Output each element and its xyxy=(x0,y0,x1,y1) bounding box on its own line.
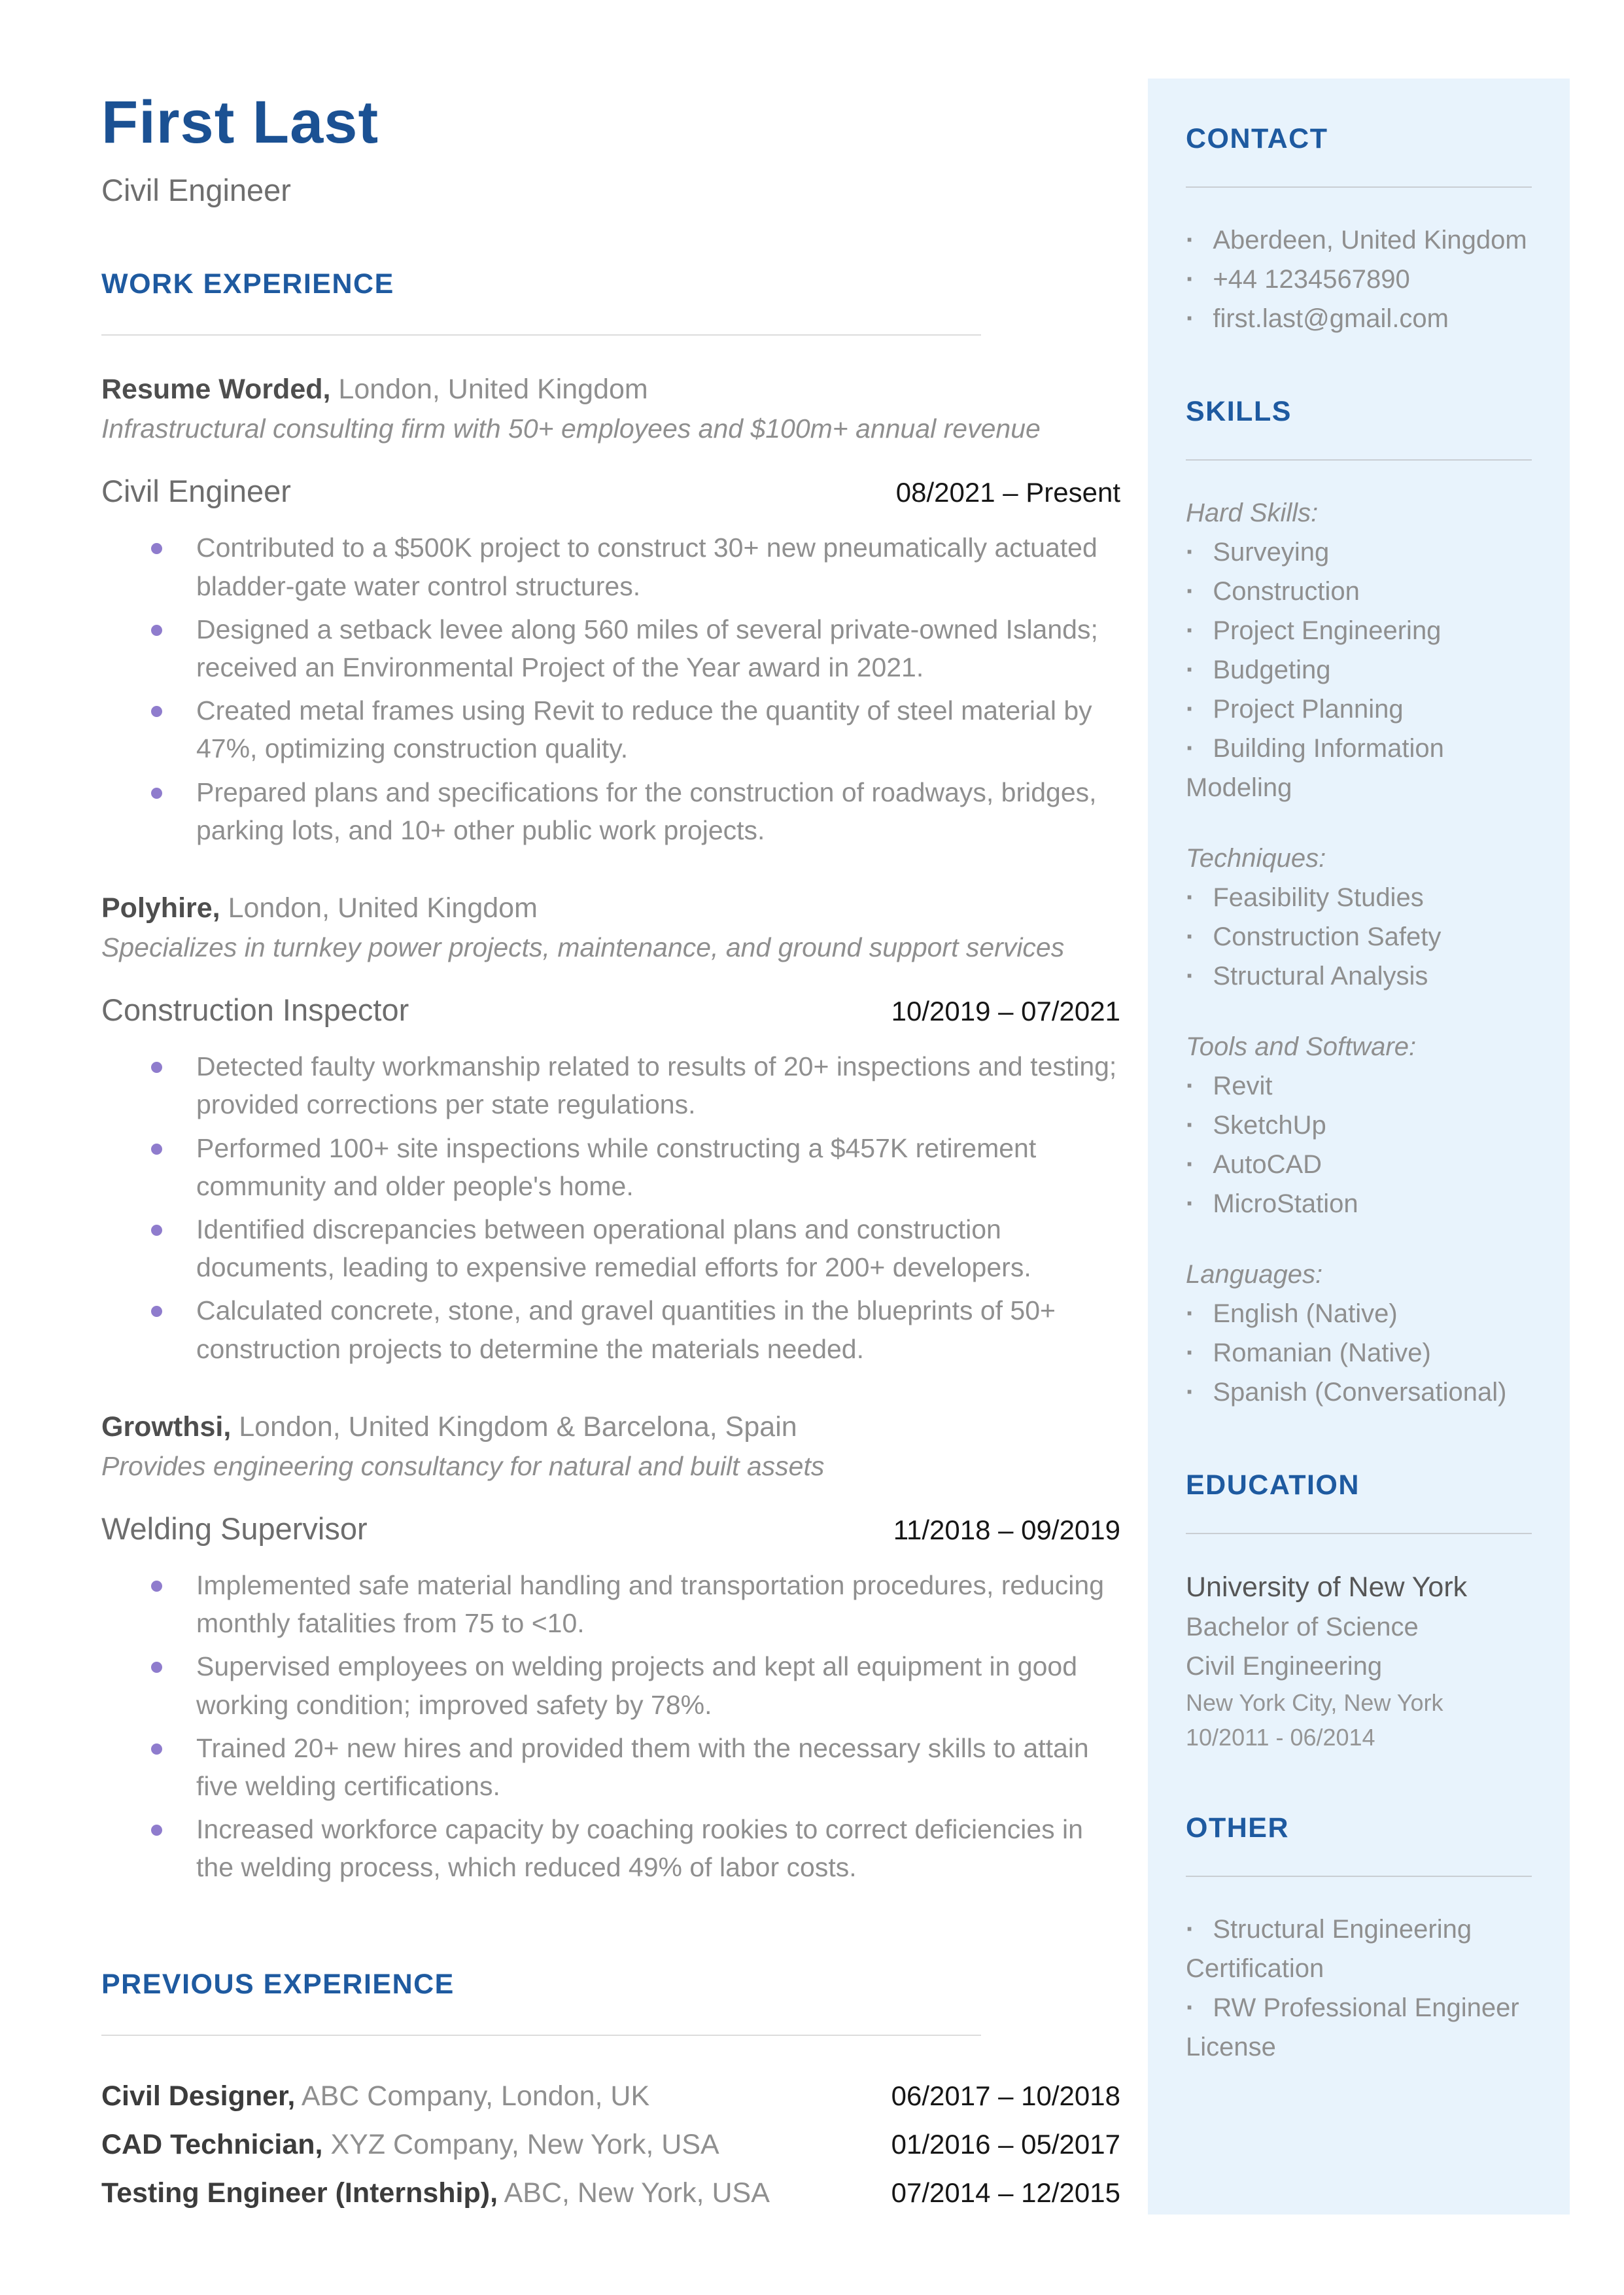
other-item: · Structural Engineering Certification xyxy=(1186,1910,1532,1988)
sidebar xyxy=(1148,79,1570,2215)
skill-group-label: Techniques: xyxy=(1186,844,1326,873)
section-title-contact: CONTACT xyxy=(1186,123,1328,154)
company-line xyxy=(101,892,1120,924)
section-title-previous-experience: PREVIOUS EXPERIENCE xyxy=(101,1968,455,2000)
job-dates: 10/2019 – 07/2021 xyxy=(891,996,1120,1027)
bullet-item: Increased workforce capacity by coaching rookies to correct deficiencies in the welding process, which reduced 49% of labor costs. xyxy=(101,1810,1120,1886)
sidebar-divider xyxy=(1186,186,1532,188)
job-dates: 08/2021 – Present xyxy=(895,477,1120,508)
company-line xyxy=(101,1411,1120,1443)
skill-item: · Building Information Modeling xyxy=(1186,729,1532,807)
skill-item: · Revit xyxy=(1186,1066,1532,1106)
contact-item-location: · Aberdeen, United Kingdom xyxy=(1186,220,1532,260)
job-role: Welding Supervisor xyxy=(101,1511,368,1546)
school-location: New York City, New York xyxy=(1186,1689,1443,1717)
company-description: Provides engineering consultancy for natural and built assets xyxy=(101,1450,825,1481)
education-section xyxy=(1186,1469,1532,1755)
role-row xyxy=(101,992,1120,1028)
bullet-item: Prepared plans and specifications for the construction of roadways, bridges, parking lots, and 10+ other public work projects. xyxy=(101,773,1120,849)
contact-item-email: · first.last@gmail.com xyxy=(1186,299,1532,338)
skill-item: · SketchUp xyxy=(1186,1106,1532,1145)
company-line xyxy=(101,374,1120,406)
skill-item: · Budgeting xyxy=(1186,650,1532,690)
page-title: First Last xyxy=(101,89,379,156)
skill-item: · Project Planning xyxy=(1186,690,1532,729)
prev-org: ABC Company, London, UK xyxy=(301,2080,650,2112)
role-row xyxy=(101,1511,1120,1547)
skill-list xyxy=(1186,1294,1532,1412)
company-location: London, United Kingdom & Barcelona, Spain xyxy=(239,1410,797,1443)
company-description: Infrastructural consulting firm with 50+ employees and $100m+ annual revenue xyxy=(101,413,1041,444)
bullet-list xyxy=(101,1566,1120,1887)
bullet-item: Implemented safe material handling and transportation procedures, reducing monthly fatalities from 75 to <10. xyxy=(101,1566,1120,1642)
job-entry xyxy=(101,1411,1120,1887)
prev-role-line xyxy=(101,2073,649,2121)
bullet-list xyxy=(101,1047,1120,1368)
prev-role-line xyxy=(101,2169,770,2218)
skill-item: · Structural Analysis xyxy=(1186,956,1532,996)
prev-role-line xyxy=(101,2121,719,2169)
school-name: University of New York xyxy=(1186,1571,1468,1603)
section-divider xyxy=(101,2035,981,2036)
skill-group-languages xyxy=(1186,1255,1532,1412)
job-entry xyxy=(101,892,1120,1368)
skill-group-hard-skills xyxy=(1186,493,1532,807)
skill-item: · Romanian (Native) xyxy=(1186,1333,1532,1373)
company-name: Growthsi, xyxy=(101,1410,232,1443)
section-title-other: OTHER xyxy=(1186,1812,1289,1844)
prev-row xyxy=(101,2121,1120,2169)
job-role: Civil Engineer xyxy=(101,474,291,509)
degree: Bachelor of Science xyxy=(1186,1613,1419,1642)
bullet-item: Designed a setback levee along 560 miles of several private-owned Islands; received an Environmental Project of the Year award in 2021. xyxy=(101,610,1120,686)
prev-org: ABC, New York, USA xyxy=(504,2177,770,2209)
skill-group-label: Hard Skills: xyxy=(1186,499,1319,527)
education-block xyxy=(1186,1567,1532,1755)
skill-group-tools xyxy=(1186,1027,1532,1223)
company-name: Polyhire, xyxy=(101,892,220,924)
skills-groups xyxy=(1186,493,1532,1412)
company-description: Specializes in turnkey power projects, maintenance, and ground support services xyxy=(101,932,1065,963)
prev-row xyxy=(101,2073,1120,2121)
previous-experience-rows xyxy=(101,2073,1120,2218)
skill-group-techniques xyxy=(1186,839,1532,996)
job-role: Construction Inspector xyxy=(101,992,409,1028)
skill-group-label: Languages: xyxy=(1186,1260,1323,1289)
school-dates: 10/2011 - 06/2014 xyxy=(1186,1723,1375,1751)
bullet-item: Calculated concrete, stone, and gravel quantities in the blueprints of 50+ construction projects to determine the materials needed. xyxy=(101,1291,1120,1367)
company-location: London, United Kingdom xyxy=(228,892,538,924)
bullet-item: Detected faulty workmanship related to results of 20+ inspections and testing; provided corrections per state regulations. xyxy=(101,1047,1120,1123)
job-dates: 11/2018 – 09/2019 xyxy=(893,1514,1120,1545)
skill-item: · Construction xyxy=(1186,572,1532,611)
bullet-item: Performed 100+ site inspections while constructing a $457K retirement community and older people's home. xyxy=(101,1129,1120,1205)
skill-item: · English (Native) xyxy=(1186,1294,1532,1333)
skill-item: · Construction Safety xyxy=(1186,917,1532,956)
other-list xyxy=(1186,1910,1532,2067)
sidebar-divider xyxy=(1186,1533,1532,1534)
contact-section xyxy=(1186,123,1532,338)
section-divider xyxy=(101,334,981,336)
other-item: · RW Professional Engineer License xyxy=(1186,1988,1532,2067)
company-name: Resume Worded, xyxy=(101,374,331,406)
prev-role: Civil Designer, xyxy=(101,2080,296,2112)
role-row xyxy=(101,473,1120,509)
sidebar-divider xyxy=(1186,459,1532,461)
sidebar-divider xyxy=(1186,1876,1532,1877)
skills-section xyxy=(1186,396,1532,1412)
prev-dates: 07/2014 – 12/2015 xyxy=(891,2177,1120,2208)
bullet-item: Trained 20+ new hires and provided them with the necessary skills to attain five welding certifications. xyxy=(101,1729,1120,1805)
bullet-item: Identified discrepancies between operational plans and construction documents, leading to expensive remedial efforts for 200+ developers. xyxy=(101,1210,1120,1286)
skill-item: · AutoCAD xyxy=(1186,1145,1532,1184)
job-entry xyxy=(101,374,1120,849)
major: Civil Engineering xyxy=(1186,1652,1383,1681)
bullet-list xyxy=(101,529,1120,849)
person-job-title: Civil Engineer xyxy=(101,173,291,208)
skill-list xyxy=(1186,1066,1532,1223)
prev-dates: 06/2017 – 10/2018 xyxy=(891,2080,1120,2111)
other-section xyxy=(1186,1812,1532,2067)
bullet-item: Created metal frames using Revit to reduce the quantity of steel material by 47%, optimizing construction quality. xyxy=(101,692,1120,767)
main-column xyxy=(101,0,1120,2217)
prev-role: CAD Technician, xyxy=(101,2128,323,2160)
contact-item-phone: · +44 1234567890 xyxy=(1186,260,1532,299)
bullet-item: Supervised employees on welding projects and kept all equipment in good working condition; improved safety by 78%. xyxy=(101,1647,1120,1723)
company-location: London, United Kingdom xyxy=(338,374,648,406)
section-title-education: EDUCATION xyxy=(1186,1469,1360,1501)
bullet-item: Contributed to a $500K project to construct 30+ new pneumatically actuated bladder-gate water control structures. xyxy=(101,529,1120,604)
skill-group-label: Tools and Software: xyxy=(1186,1032,1417,1061)
prev-dates: 01/2016 – 05/2017 xyxy=(891,2128,1120,2160)
skill-item: · Feasibility Studies xyxy=(1186,878,1532,917)
skill-item: · Project Engineering xyxy=(1186,611,1532,650)
skill-list xyxy=(1186,878,1532,996)
section-title-skills: SKILLS xyxy=(1186,396,1292,427)
prev-row xyxy=(101,2169,1120,2218)
contact-list xyxy=(1186,220,1532,338)
section-title-work-experience: WORK EXPERIENCE xyxy=(101,268,394,300)
skill-item: · Surveying xyxy=(1186,533,1532,572)
skill-list xyxy=(1186,533,1532,807)
prev-role: Testing Engineer (Internship), xyxy=(101,2177,498,2209)
skill-item: · Spanish (Conversational) xyxy=(1186,1373,1532,1412)
skill-item: · MicroStation xyxy=(1186,1184,1532,1223)
prev-org: XYZ Company, New York, USA xyxy=(330,2128,719,2160)
